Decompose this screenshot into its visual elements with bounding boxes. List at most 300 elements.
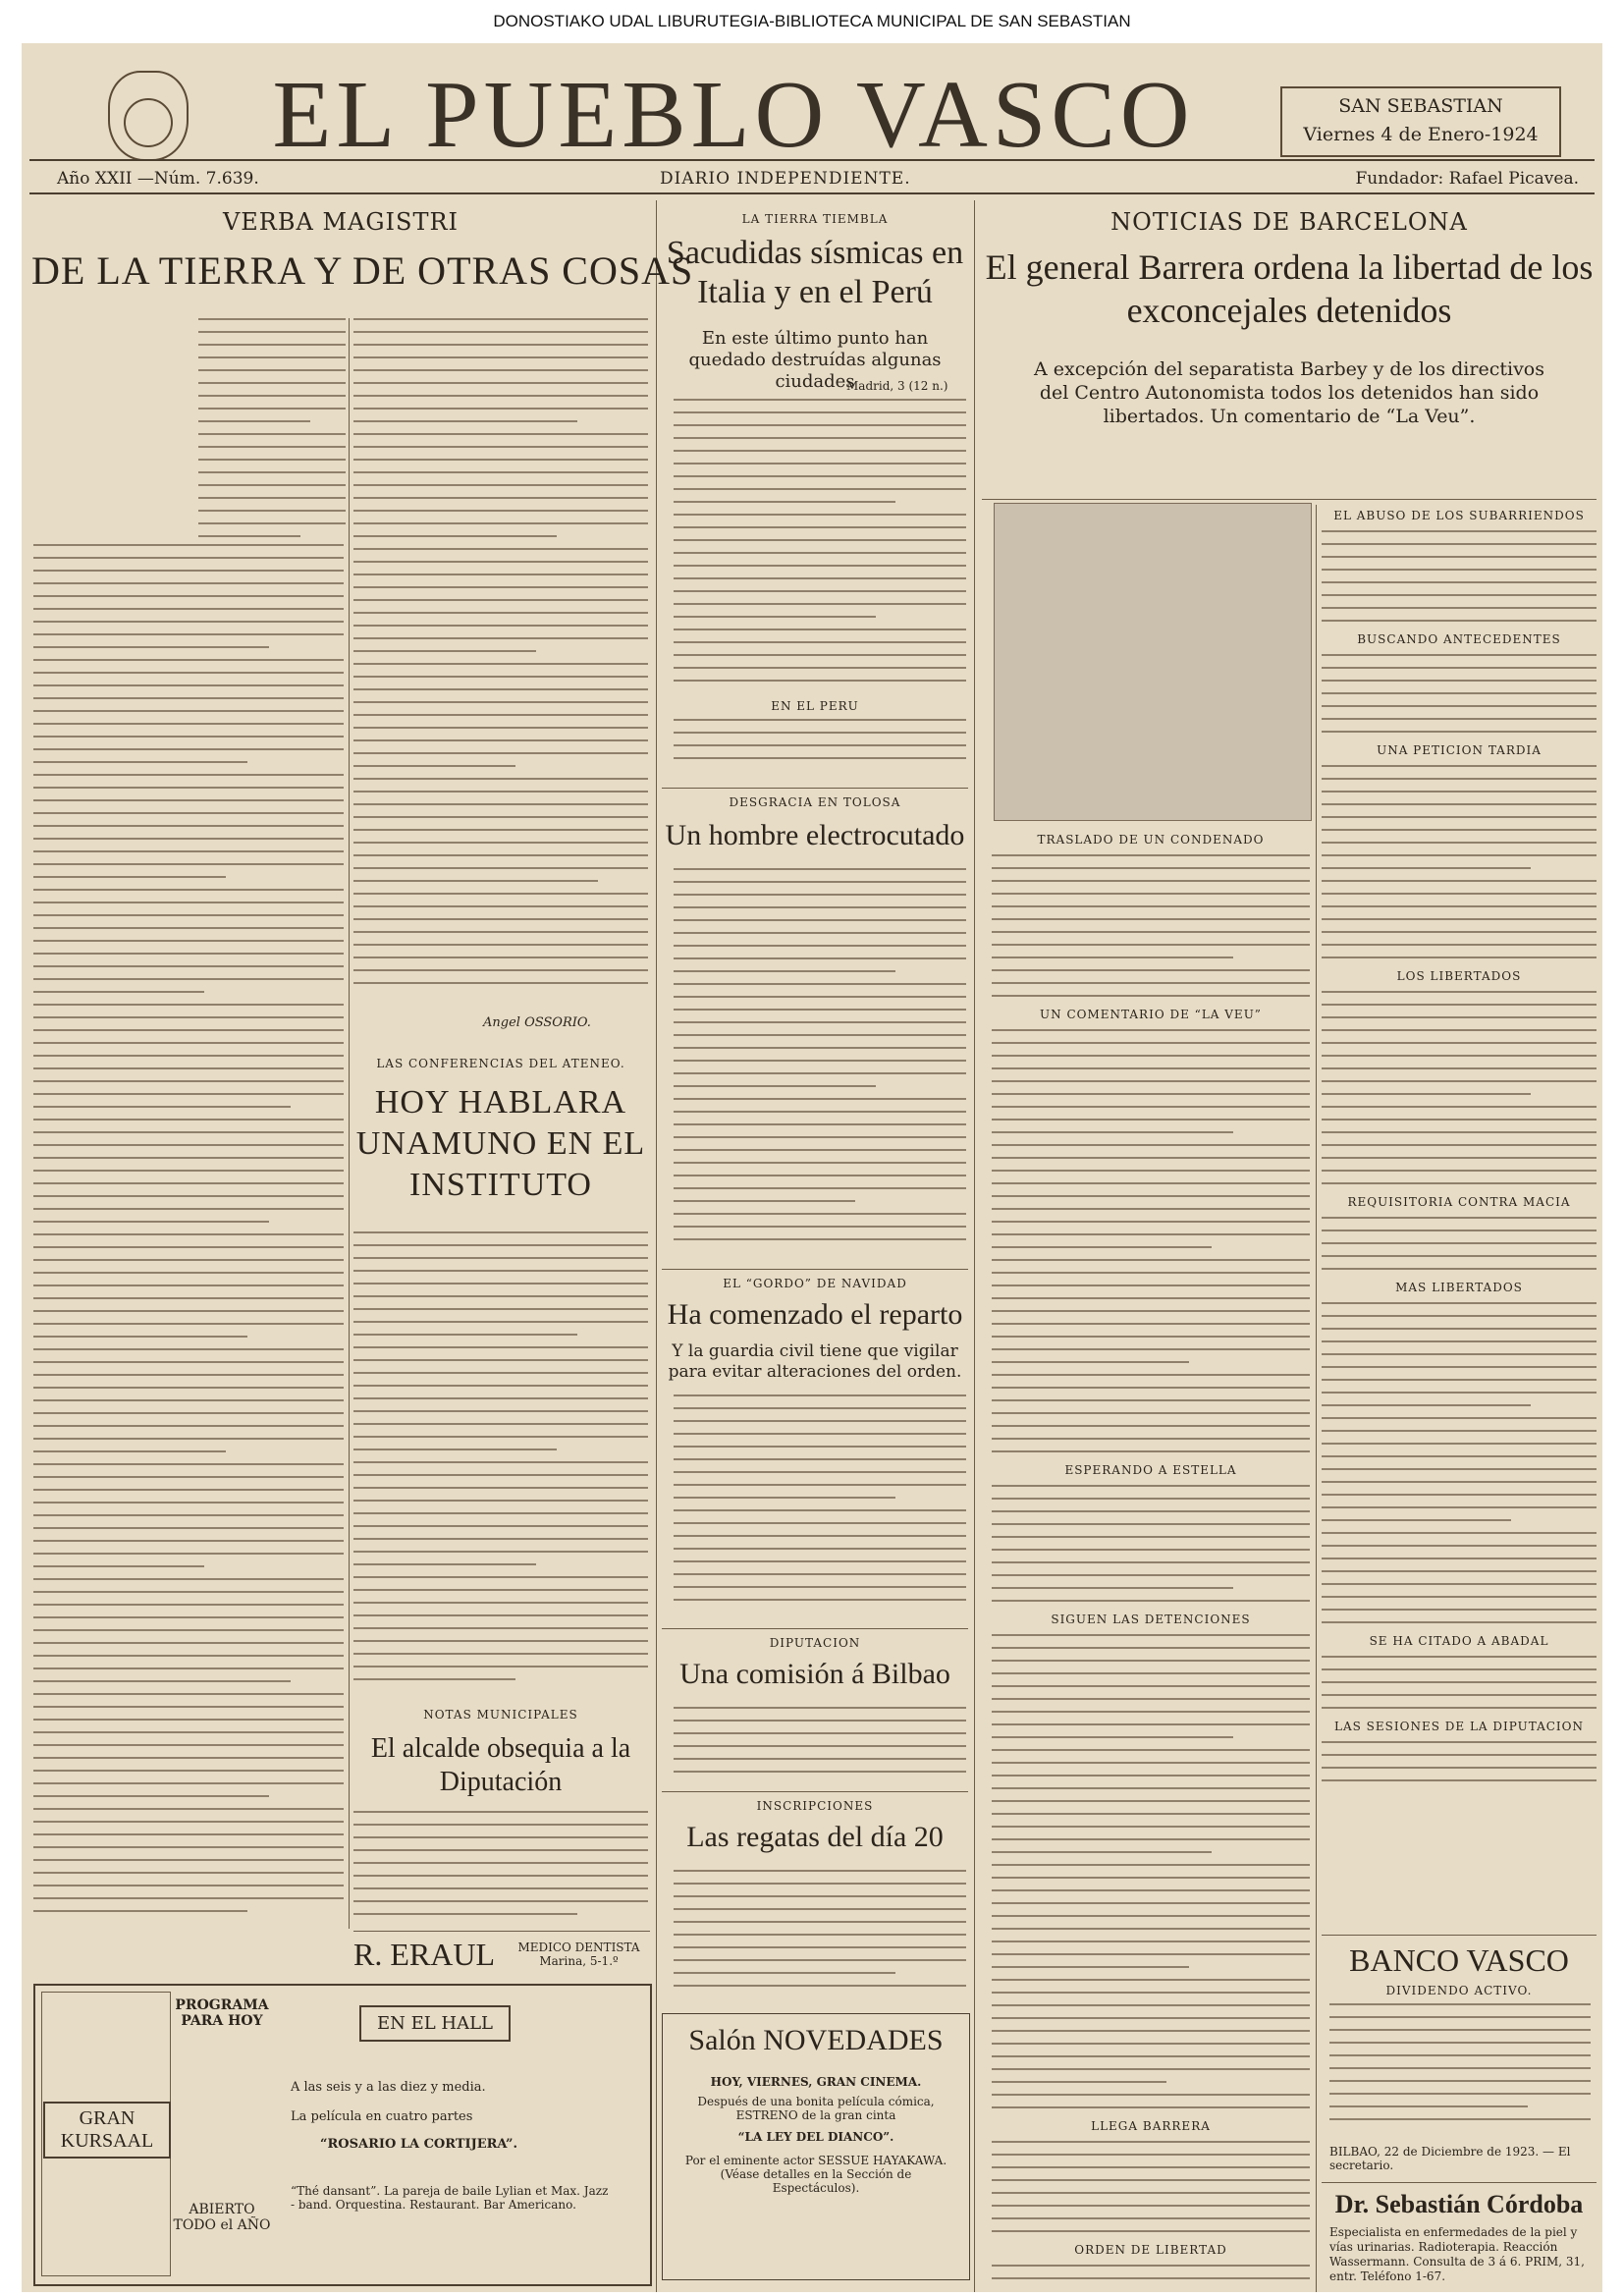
text-line <box>674 463 966 465</box>
text-line <box>992 2265 1310 2267</box>
text-line <box>353 969 648 971</box>
text-line <box>33 1565 204 1567</box>
text-line <box>33 1119 344 1121</box>
text-line <box>992 2055 1310 2057</box>
text-line <box>992 2106 1310 2108</box>
banco-body <box>1329 2003 1591 2141</box>
text-line <box>353 1346 648 1348</box>
text-line <box>33 1642 344 1644</box>
text-line <box>1329 2054 1591 2056</box>
text-line <box>33 1553 344 1555</box>
text-line <box>992 1647 1310 1649</box>
text-line <box>992 1587 1233 1589</box>
text-line <box>1322 1302 1597 1304</box>
text-line <box>1322 880 1597 882</box>
text-line <box>353 1359 648 1361</box>
text-line <box>33 1616 344 1618</box>
text-line <box>33 914 344 916</box>
text-line <box>992 1775 1310 1777</box>
text-line <box>353 1653 648 1655</box>
text-line <box>353 420 577 422</box>
text-line <box>992 2068 1310 2070</box>
text-line <box>992 1826 1310 1828</box>
text-line <box>674 1720 966 1722</box>
text-line <box>674 1021 966 1023</box>
text-line <box>1322 1093 1531 1095</box>
text-line <box>674 1085 876 1087</box>
text-line <box>674 945 966 947</box>
banco-subtitle: DIVIDENDO ACTIVO. <box>1385 1984 1533 1997</box>
text-line <box>33 1859 344 1861</box>
text-line <box>33 557 344 559</box>
text-line <box>992 1157 1310 1159</box>
text-line <box>353 625 648 627</box>
text-line <box>353 931 648 933</box>
text-line <box>992 1485 1310 1487</box>
col2-body-4 <box>674 1707 966 1785</box>
text-line <box>992 2217 1310 2219</box>
issue-date: Viernes 4 de Enero-1924 <box>1303 124 1539 145</box>
text-line <box>33 1885 344 1886</box>
text-line <box>353 1500 648 1502</box>
text-line <box>353 918 648 920</box>
text-line <box>33 1170 344 1172</box>
text-line <box>33 902 344 903</box>
kursaal-ad <box>33 1984 652 2286</box>
text-line <box>674 654 966 656</box>
text-line <box>674 1446 966 1448</box>
text-line <box>992 1450 1310 1452</box>
text-line <box>33 1846 344 1848</box>
text-line <box>992 1915 1310 1917</box>
text-line <box>198 369 346 371</box>
text-line <box>353 1824 648 1826</box>
salon-line-3: Por el eminente actor SESSUE HAYAKAWA. (Véase detalles en la Sección de Espectáculos). <box>684 2154 947 2195</box>
text-line <box>1322 705 1597 707</box>
text-line <box>674 1895 966 1897</box>
text-line <box>353 510 648 512</box>
text-line <box>33 1042 344 1044</box>
text-line <box>1322 1230 1597 1231</box>
text-line <box>33 1578 344 1580</box>
text-line <box>353 1423 648 1425</box>
text-line <box>1322 1656 1597 1658</box>
text-line <box>674 641 966 643</box>
text-line <box>353 599 648 601</box>
text-line <box>33 1706 344 1708</box>
text-line <box>674 1535 966 1537</box>
founder: Fundador: Rafael Picavea. <box>1355 169 1579 189</box>
barcelona-deck: A excepción del separatista Barbey y de los directivos del Centro Autonomista todos los detenidos han sido libertados. Un comentario de “La Veu”. <box>1033 358 1544 427</box>
text-line <box>674 1149 966 1151</box>
text-line <box>1322 569 1597 571</box>
text-line <box>353 1875 648 1877</box>
text-line <box>992 931 1310 933</box>
text-line <box>992 880 1310 882</box>
text-line <box>33 1667 344 1669</box>
text-line <box>1322 680 1597 682</box>
col2-headline-4: Una comisión á Bilbao <box>679 1658 950 1690</box>
text-line <box>992 1399 1310 1401</box>
text-line <box>1329 2029 1591 2031</box>
text-line <box>1322 620 1597 622</box>
text-line <box>1322 718 1597 720</box>
text-line <box>1322 1609 1597 1611</box>
kursaal-brand: GRAN KURSAAL <box>43 2102 171 2159</box>
text-line <box>353 1283 648 1285</box>
text-line <box>353 880 598 882</box>
banco-sign: BILBAO, 22 de Diciembre de 1923. — El secretario. <box>1329 2145 1571 2172</box>
text-line <box>1322 1596 1597 1598</box>
text-line <box>992 1851 1212 1853</box>
notas-headline: El alcalde obsequia a la Diputación <box>370 1733 631 1797</box>
text-line <box>353 433 648 435</box>
text-line <box>1322 1417 1597 1419</box>
peru-subhead: EN EL PERU <box>771 699 859 713</box>
text-line <box>674 757 966 759</box>
text-line <box>1322 1353 1597 1355</box>
text-line <box>33 659 344 661</box>
text-line <box>353 816 648 818</box>
text-line <box>353 791 648 793</box>
text-line <box>674 1497 895 1499</box>
masthead-subtitle: DIARIO INDEPENDIENTE. <box>660 169 911 189</box>
archive-bar: DONOSTIAKO UDAL LIBURUTEGIA-BIBLIOTECA MUNICIPAL DE SAN SEBASTIAN <box>0 0 1624 43</box>
text-line <box>674 475 966 477</box>
ateneo-kicker: LAS CONFERENCIAS DEL ATENEO. <box>376 1057 625 1070</box>
text-line <box>33 1272 344 1274</box>
text-line <box>1322 829 1597 831</box>
text-line <box>992 1208 1310 1210</box>
text-line <box>992 1348 1310 1350</box>
text-line <box>992 1749 1310 1751</box>
text-line <box>1322 1455 1597 1457</box>
col2-headline-5: Las regatas del día 20 <box>686 1821 944 1853</box>
text-line <box>1322 692 1597 694</box>
banco-rule <box>1322 1935 1597 1936</box>
news-photo <box>994 503 1312 821</box>
text-line <box>992 1510 1310 1512</box>
text-line <box>353 561 648 563</box>
text-line <box>33 1514 344 1516</box>
text-line <box>33 1323 344 1325</box>
text-line <box>353 522 648 524</box>
text-line <box>674 1732 966 1734</box>
text-line <box>33 595 344 597</box>
text-line <box>353 765 515 767</box>
text-line <box>33 1502 344 1503</box>
text-line <box>992 867 1310 869</box>
text-line <box>674 1187 966 1189</box>
text-line <box>33 812 344 814</box>
text-line <box>1322 991 1597 993</box>
text-line <box>1322 1404 1531 1406</box>
text-line <box>992 1736 1233 1738</box>
text-line <box>674 501 895 503</box>
text-line <box>33 1693 344 1695</box>
text-line <box>33 1387 344 1389</box>
text-line <box>674 1200 855 1202</box>
text-line <box>992 2154 1310 2156</box>
text-line <box>33 1195 344 1197</box>
text-line <box>1322 543 1597 545</box>
col3-right-body <box>1322 505 1597 1929</box>
text-line <box>674 1136 966 1138</box>
text-line <box>1322 893 1597 895</box>
text-line <box>198 433 346 435</box>
text-line <box>992 1762 1310 1764</box>
text-line <box>33 1770 344 1772</box>
text-line <box>33 965 344 967</box>
text-line <box>992 1336 1310 1338</box>
text-line <box>198 535 300 537</box>
text-line <box>353 1666 648 1667</box>
text-line <box>992 2043 1310 2045</box>
text-line <box>674 1123 966 1125</box>
text-line <box>353 663 648 665</box>
text-line <box>198 344 346 346</box>
text-line <box>992 2094 1310 2096</box>
text-line <box>674 1934 966 1936</box>
text-line <box>353 548 648 550</box>
text-line <box>992 854 1310 856</box>
text-line <box>198 331 346 333</box>
city-crest-icon <box>108 71 189 161</box>
text-line <box>674 1394 966 1396</box>
text-line <box>1322 1681 1597 1683</box>
text-line <box>992 2017 1310 2019</box>
text-line <box>33 850 344 852</box>
subhead: SIGUEN LAS DETENCIONES <box>1051 1613 1251 1626</box>
text-line <box>353 778 648 780</box>
text-line <box>33 991 204 993</box>
text-line <box>353 739 648 741</box>
col2-body-1 <box>674 399 966 693</box>
text-line <box>1322 765 1597 767</box>
text-line <box>674 590 966 592</box>
text-line <box>33 940 344 942</box>
text-line <box>33 1782 344 1784</box>
text-line <box>674 1883 966 1885</box>
col2-kicker-2: DESGRACIA EN TOLOSA <box>729 795 901 809</box>
text-line <box>992 893 1310 895</box>
text-line <box>33 1080 344 1082</box>
text-line <box>992 2192 1310 2194</box>
text-line <box>992 1928 1310 1930</box>
text-line <box>1322 791 1597 793</box>
text-line <box>353 395 648 397</box>
text-line <box>674 1458 966 1460</box>
text-line <box>33 927 344 929</box>
text-line <box>1322 1767 1597 1769</box>
text-line <box>33 889 344 891</box>
date-box <box>1280 86 1561 157</box>
col2-deck-1: En este último punto han quedado destruídas algunas ciudades <box>688 328 942 392</box>
text-line <box>992 982 1310 984</box>
text-line <box>992 1561 1310 1563</box>
col3-rule <box>982 499 1597 500</box>
text-line <box>674 1471 966 1473</box>
text-line <box>1329 2016 1591 2018</box>
text-line <box>992 2277 1310 2279</box>
text-line <box>1322 803 1597 805</box>
text-line <box>33 1591 344 1593</box>
text-line <box>33 1233 344 1235</box>
text-line <box>674 1111 966 1113</box>
text-line <box>1322 1741 1597 1743</box>
text-line <box>992 2141 1310 2143</box>
text-line <box>674 1522 966 1524</box>
text-line <box>674 1985 966 1987</box>
text-line <box>1322 842 1597 844</box>
text-line <box>992 2030 1310 2032</box>
text-line <box>1322 1506 1597 1508</box>
text-line <box>33 1808 344 1810</box>
text-line <box>353 842 648 844</box>
col3-left-body <box>992 829 1310 2282</box>
col2-kicker-3: EL “GORDO” DE NAVIDAD <box>723 1277 907 1290</box>
text-line <box>992 1374 1310 1376</box>
subhead: LOS LIBERTADOS <box>1396 969 1522 983</box>
text-line <box>353 1576 648 1578</box>
ad-line-3: “Thé dansant”. La pareja de baile Lylian et Max. Jazz - band. Orquestina. Restaurant. Bar Americano. <box>291 2184 609 2212</box>
text-line <box>674 1921 966 1923</box>
text-line <box>353 803 648 805</box>
text-line <box>353 1811 648 1813</box>
text-line <box>1322 931 1597 933</box>
text-line <box>992 1979 1310 1981</box>
text-line <box>1322 1242 1597 1244</box>
text-line <box>992 2230 1310 2232</box>
text-line <box>33 1604 344 1606</box>
text-line <box>992 1438 1310 1440</box>
col2-kicker-4: DIPUTACION <box>769 1636 861 1650</box>
text-line <box>674 1433 966 1435</box>
text-line <box>992 1297 1310 1299</box>
text-line <box>992 1106 1310 1108</box>
text-line <box>992 918 1310 920</box>
text-line <box>1322 905 1597 907</box>
text-line <box>1322 607 1597 609</box>
text-line <box>992 1787 1310 1789</box>
text-line <box>674 1548 966 1550</box>
text-line <box>353 1231 648 1233</box>
text-line <box>33 1310 344 1312</box>
text-line <box>353 1461 648 1463</box>
text-line <box>992 1523 1310 1525</box>
text-line <box>33 1016 344 1018</box>
text-line <box>33 621 344 623</box>
text-line <box>33 1029 344 1031</box>
subhead: SE HA CITADO A ABADAL <box>1369 1634 1549 1648</box>
text-line <box>33 1744 344 1746</box>
hall-label: EN EL HALL <box>359 2005 511 2042</box>
text-line <box>674 970 895 972</box>
text-line <box>1322 1392 1597 1394</box>
text-line <box>1322 1570 1597 1572</box>
text-line <box>674 719 966 721</box>
text-line <box>353 1397 648 1399</box>
ateneo-headline: HOY HABLARA UNAMUNO EN EL INSTITUTO <box>355 1084 646 1203</box>
text-line <box>1322 1170 1597 1172</box>
text-line <box>33 1259 344 1261</box>
text-line <box>1322 1042 1597 1044</box>
text-line <box>674 1509 966 1511</box>
text-line <box>1322 1621 1597 1623</box>
text-line <box>1322 1366 1597 1368</box>
eraul-name: R. ERAUL <box>353 1937 495 1972</box>
text-line <box>1329 2042 1591 2044</box>
col2-headline-2: Un hombre electrocutado <box>665 819 965 851</box>
text-line <box>33 799 344 801</box>
text-line <box>674 450 966 452</box>
column-divider <box>656 200 657 2292</box>
text-line <box>33 1067 344 1069</box>
text-line <box>1322 1779 1597 1781</box>
text-line <box>674 488 966 490</box>
text-line <box>33 1655 344 1657</box>
text-line <box>33 1476 344 1478</box>
text-line <box>674 1484 966 1486</box>
text-line <box>992 1813 1310 1815</box>
text-line <box>1322 854 1597 856</box>
text-line <box>1329 2003 1591 2005</box>
text-line <box>992 1698 1310 1700</box>
text-line <box>992 2166 1310 2168</box>
text-line <box>1322 1217 1597 1219</box>
text-line <box>674 1420 966 1422</box>
text-line <box>33 1412 344 1414</box>
text-line <box>1322 1754 1597 1756</box>
col2-body-peru <box>674 719 966 778</box>
col2-body-2 <box>674 868 966 1261</box>
text-line <box>1322 1558 1597 1559</box>
text-line <box>1322 1255 1597 1257</box>
text-line <box>992 1259 1310 1261</box>
text-line <box>992 1953 1310 1955</box>
text-line <box>353 1334 577 1336</box>
text-line <box>1322 1583 1597 1585</box>
col2-body-3 <box>674 1394 966 1620</box>
text-line <box>33 1361 344 1363</box>
text-line <box>674 1047 966 1049</box>
text-line <box>1322 530 1597 532</box>
section-title: VERBA MAGISTRI <box>222 208 460 236</box>
text-line <box>33 876 226 878</box>
text-line <box>674 603 966 605</box>
text-line <box>198 459 346 461</box>
text-line <box>33 1285 344 1286</box>
text-line <box>33 1348 344 1350</box>
article-body-col-b <box>353 318 648 1006</box>
text-line <box>992 1889 1310 1891</box>
text-line <box>353 1849 648 1851</box>
text-line <box>992 1498 1310 1500</box>
text-line <box>992 1536 1310 1538</box>
text-line <box>1322 1067 1597 1069</box>
text-line <box>674 411 966 413</box>
text-line <box>353 1436 648 1438</box>
subhead: ESPERANDO A ESTELLA <box>1064 1463 1237 1477</box>
text-line <box>353 905 648 907</box>
column-divider <box>1316 505 1317 2292</box>
text-line <box>353 650 536 652</box>
text-line <box>992 1864 1310 1866</box>
text-line <box>353 893 648 895</box>
text-line <box>353 957 648 958</box>
text-line <box>992 1119 1310 1121</box>
text-line <box>353 331 648 333</box>
